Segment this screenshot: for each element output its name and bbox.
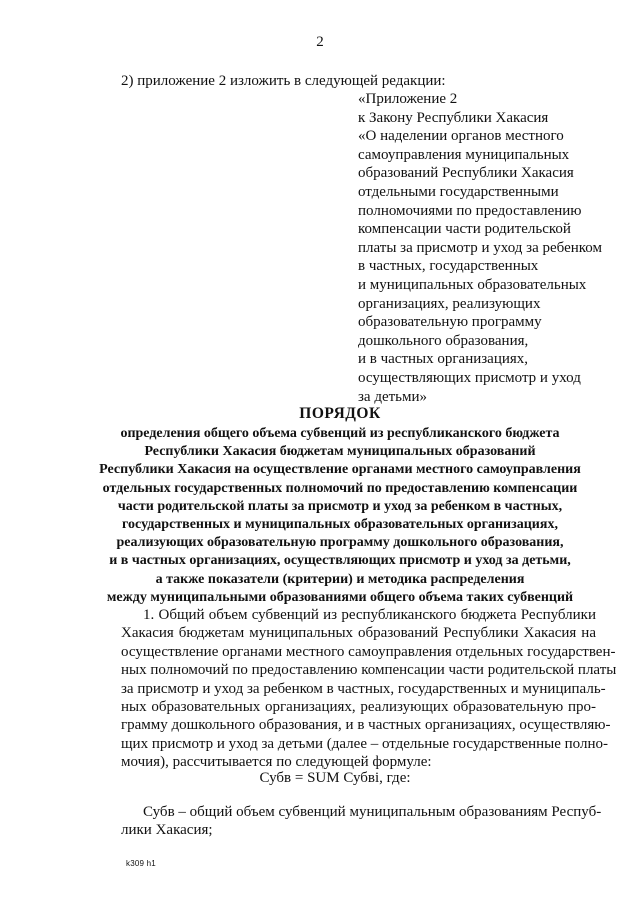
subtitle-line: государственных и муниципальных образовательных организациях, [122,517,558,533]
subtitle-line: Республики Хакасия бюджетам муниципальных образований [144,444,536,460]
document-title-block [40,405,640,607]
appendix-reference [358,90,618,406]
subtitle-line: отдельных государственных полномочий по предоставлению компенсации [102,480,578,496]
appendix-line: образовательную программу [358,314,542,331]
appendix-line: в частных, государственных [358,258,539,275]
appendix-line: полномочиями по предоставлению [358,202,582,219]
paragraph-line: Субв – общий объем субвенций муниципальным образованиям Респуб- [143,804,602,820]
appendix-line: и муниципальных образовательных [358,276,587,293]
paragraph-line: лики Хакасия; [121,822,213,839]
subtitle-line: Республики Хакасия на осуществление органами местного самоуправления [99,462,581,478]
subtitle-line: между муниципальными образованиями общего объема таких субвенций [106,589,574,605]
appendix-line: «О наделении органов местного [358,128,564,145]
paragraph-line: ных полномочий по предоставлению компенсации части родительской платы [121,662,617,679]
paragraph-line: за присмотр и уход за ребенком в частных, государственных и муниципаль- [121,680,606,697]
page-number: 2 [316,34,324,50]
paragraph-line: грамму дошкольного образования, и в частных организациях, осуществляю- [121,717,611,734]
paragraph-line: 1. Общий объем субвенций из республиканского бюджета Республики [143,607,596,623]
appendix-line: и в частных организациях, [358,351,529,368]
subtitle-line: и в частных организациях, осуществляющих присмотр и уход за детьми, [109,553,571,569]
appendix-line: «Приложение 2 [358,91,458,107]
appendix-line: к Закону Республики Хакасия [358,109,549,126]
amendment-line: 2) приложение 2 изложить в следующей редакции: [121,73,446,89]
appendix-line: самоуправления муниципальных [358,146,570,163]
appendix-line: образований Республики Хакасия [358,165,574,182]
appendix-line: компенсации части родительской [358,221,571,238]
subtitle-line: а также показатели (критерии) и методика распределения [155,571,525,587]
formula: Субв = SUM Субвi, где: [259,770,411,786]
subtitle-line: части родительской платы за присмотр и уход за ребенком в частных, [117,498,563,514]
paragraph-line: мочия), рассчитывается по следующей формуле: [121,754,432,771]
appendix-line: дошкольного образования, [358,332,529,349]
paragraph-1 [121,606,617,772]
document-title: ПОРЯДОК [299,405,381,422]
appendix-line: платы за присмотр и уход за ребенком [358,239,602,256]
appendix-line: отдельными государственными [358,183,559,200]
paragraph-line: осуществление органами местного самоуправления отдельных государствен- [121,643,616,660]
appendix-line: за детьми» [358,388,428,405]
subtitle-line: определения общего объема субвенций из республиканского бюджета [120,426,560,441]
appendix-line: организациях, реализующих [358,295,541,312]
appendix-line: осуществляющих присмотр и уход [358,369,581,386]
footer-code: k309 h1 [126,859,156,868]
paragraph-line: Хакасия бюджетам муниципальных образований Республики Хакасия на [121,625,596,642]
paragraph-2 [121,803,602,840]
subtitle-line: реализующих образовательную программу дошкольного образования, [116,535,564,551]
paragraph-line: щих присмотр и уход за детьми (далее – отдельные государственные полно- [121,735,608,752]
document-subtitle [40,425,640,607]
paragraph-line: ных образовательных организациях, реализующих образовательную про- [121,699,596,716]
